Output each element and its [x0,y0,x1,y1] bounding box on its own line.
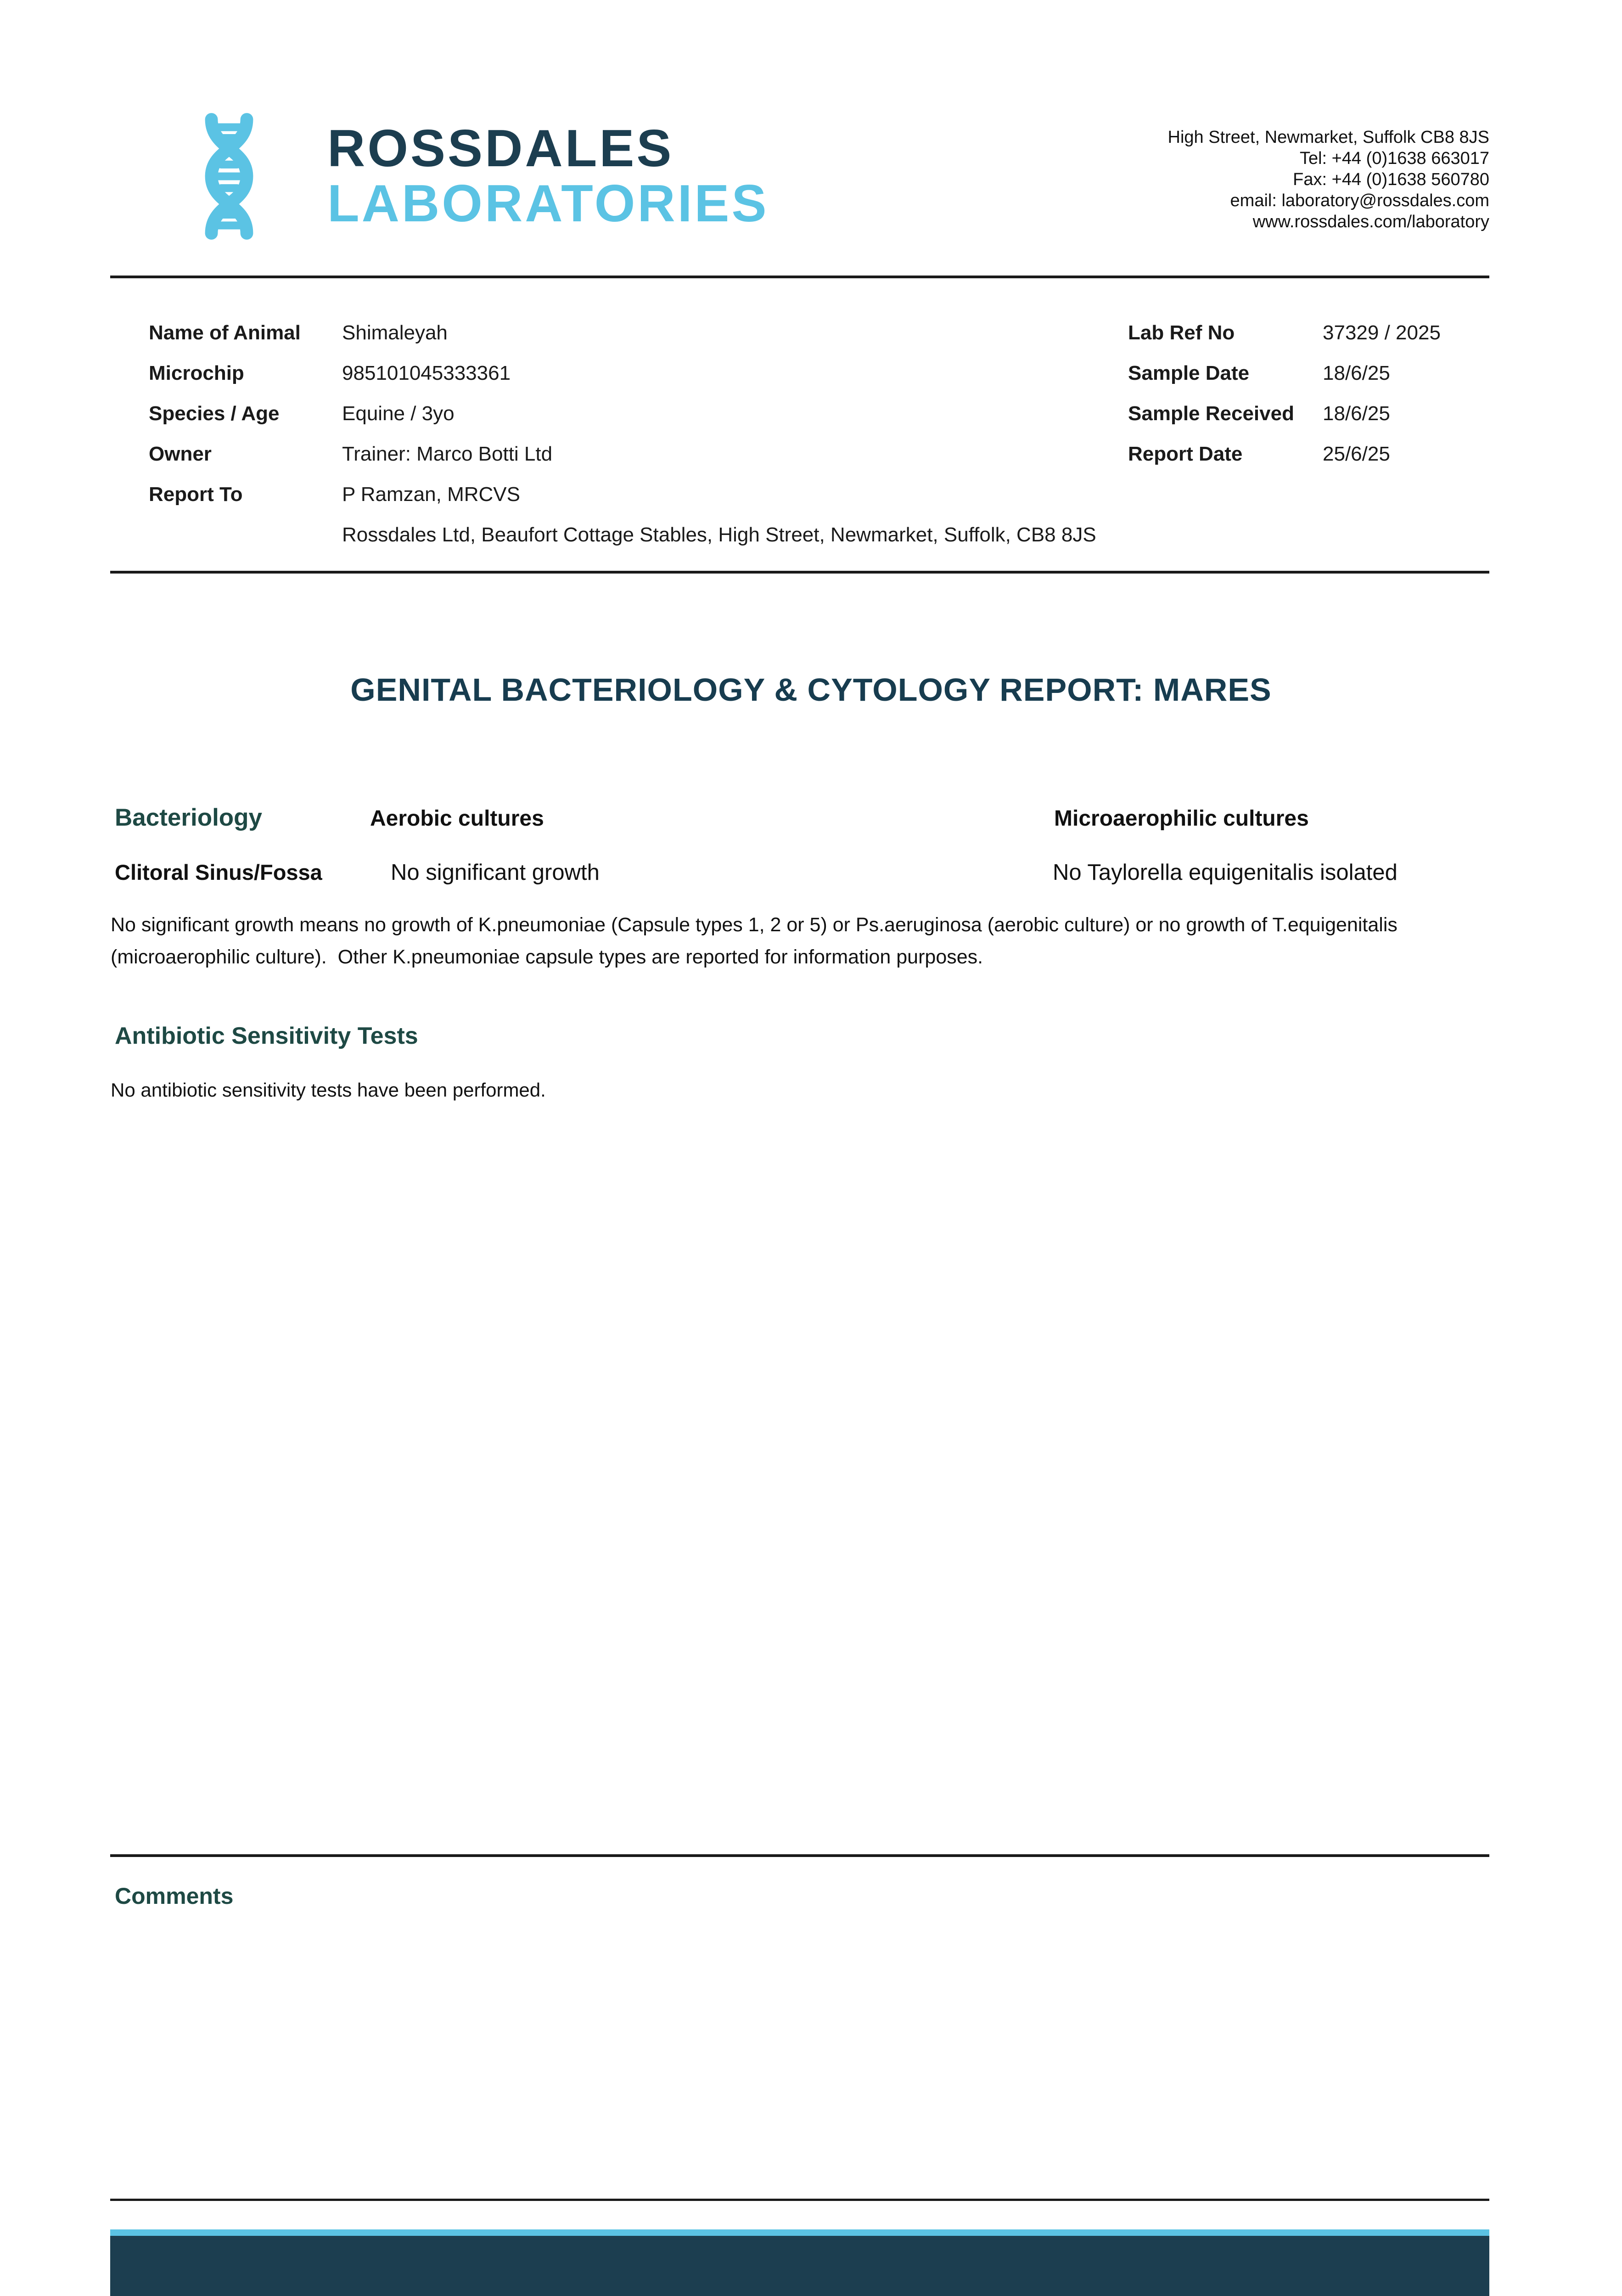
info-row-species-age [149,402,1096,443]
info-value: Rossdales Ltd, Beaufort Cottage Stables, High Street, Newmarket, Suffolk, CB8 8JS [342,523,1096,546]
footer-accent-strip [110,2229,1489,2236]
microaerophilic-cultures-column-header: Microaerophilic cultures [1054,806,1309,831]
info-row-report-to [149,483,1096,523]
antibiotic-sensitivity-text: No antibiotic sensitivity tests have been performed. [111,1079,546,1101]
info-label: Lab Ref No [1128,321,1235,344]
bacteriology-header-row [115,804,1309,832]
animal-info [149,321,1096,564]
header-divider [110,276,1489,278]
contact-block [1168,127,1489,232]
page-title: GENITAL BACTERIOLOGY & CYTOLOGY REPORT: MARES [350,672,1272,708]
antibiotic-sensitivity-heading: Antibiotic Sensitivity Tests [115,1023,418,1049]
info-label: Sample Date [1128,362,1250,384]
info-value: 37329 / 2025 [1323,321,1441,344]
comments-heading: Comments [115,1883,234,1909]
info-value: P Ramzan, MRCVS [342,483,520,506]
info-row-microchip [149,362,1096,402]
info-label: Report Date [1128,443,1243,465]
contact-fax: Fax: +44 (0)1638 560780 [1293,170,1489,189]
info-label: Name of Animal [149,321,301,344]
info-row-sample-date [1128,362,1441,402]
comments-divider [110,1854,1489,1857]
footer-dark-band [110,2236,1489,2296]
info-row-report-date [1128,443,1441,483]
info-value: Trainer: Marco Botti Ltd [342,443,553,465]
logo [169,113,769,240]
info-row-lab-ref [1128,321,1441,362]
contact-tel: Tel: +44 (0)1638 663017 [1299,149,1489,168]
info-value: 18/6/25 [1323,402,1390,425]
info-label: Sample Received [1128,402,1294,425]
info-row-name-of-animal [149,321,1096,362]
lab-info [1128,321,1441,483]
info-value: Shimaleyah [342,321,448,344]
info-value: 25/6/25 [1323,443,1390,465]
info-value: 985101045333361 [342,362,511,384]
info-label: Microchip [149,362,244,384]
dna-helix-icon [169,113,289,240]
aerobic-result: No significant growth [391,860,600,885]
microaerophilic-result: No Taylorella equigenitalis isolated [1053,860,1398,885]
info-label: Owner [149,443,212,465]
aerobic-cultures-column-header: Aerobic cultures [370,806,544,831]
info-divider [110,571,1489,574]
info-label: Species / Age [149,402,280,425]
contact-address: High Street, Newmarket, Suffolk CB8 8JS [1167,128,1489,147]
bacteriology-heading: Bacteriology [115,804,263,831]
contact-email: email: laboratory@rossdales.com [1230,191,1489,210]
sample-site-label: Clitoral Sinus/Fossa [115,860,322,884]
footer-bar [110,2229,1489,2296]
bacteriology-note: No significant growth means no growth of K.pneumoniae (Capsule types 1, 2 or 5) or Ps.aeruginosa (aerobic culture) or no growth of T.equigenitalis (microaerophilic culture). Other K.pneumoniae capsule types are reported for information purposes. [111,914,1403,968]
footer-divider [110,2199,1489,2201]
bacteriology-result-row [115,860,1398,885]
logo-subname: LABORATORIES [327,174,769,233]
info-row-sample-received [1128,402,1441,443]
info-row-owner [149,443,1096,483]
info-row-report-to-address [149,523,1096,564]
contact-website: www.rossdales.com/laboratory [1252,212,1489,231]
logo-text [327,121,769,231]
info-label: Report To [149,483,243,506]
info-value: Equine / 3yo [342,402,455,425]
logo-name: ROSSDALES [327,119,674,178]
info-value: 18/6/25 [1323,362,1390,384]
